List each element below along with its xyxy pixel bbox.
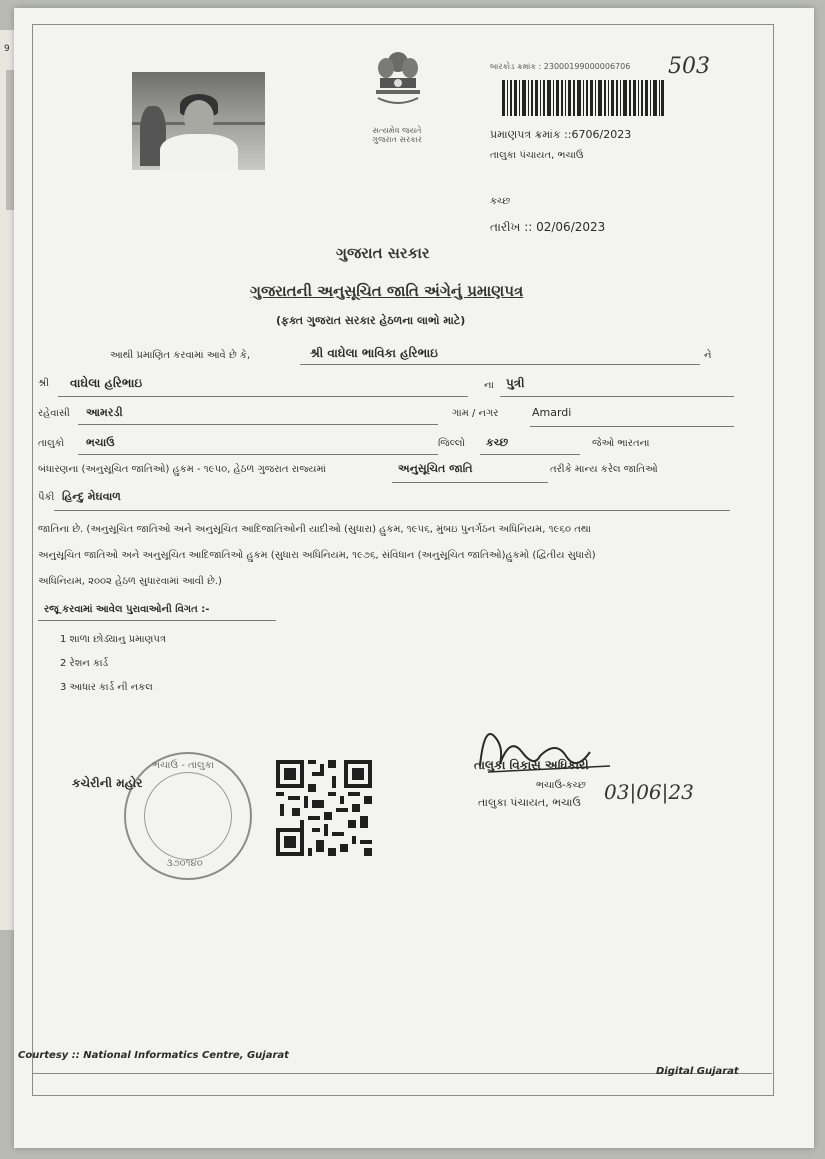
district-label: જિલ્લો bbox=[438, 438, 465, 449]
resident-label: રહેવાસી bbox=[38, 408, 70, 419]
officer-office-line2: તાલુકા પંચાયત, ભચાઉ bbox=[478, 796, 581, 809]
legal-para-line3: અધિનિયમ, ૨૦૦૨ હેઠળ સુધારવામાં આવી છે.) bbox=[38, 576, 222, 587]
certify-intro: આથી પ્રમાણિત કરવામાં આવે છે કે, bbox=[110, 350, 251, 361]
document-item: 3 આધાર કાર્ડ ની નકલ bbox=[60, 682, 153, 693]
documents-heading: રજૂ કરવામાં આવેલ પુરાવાઓની વિગત :- bbox=[44, 604, 210, 615]
caste-label: પૈકી bbox=[38, 492, 55, 503]
certificate-number: પ્રમાણપત્ર ક્રમાંક ::6706/2023 bbox=[490, 128, 632, 141]
qr-code-icon bbox=[276, 760, 372, 856]
office-seal bbox=[124, 752, 252, 880]
applicant-photo bbox=[132, 72, 265, 170]
district-header: કચ્છ bbox=[490, 196, 511, 207]
taluka-value: ભચાઉ bbox=[86, 436, 115, 449]
page-edge-number: 9 bbox=[4, 44, 10, 54]
barcode-label: બારકોડ ક્રમાંક : 23000199000006706 bbox=[490, 62, 631, 71]
certificate-sheet bbox=[14, 8, 814, 1148]
category-value: અનુસૂચિત જાતિ bbox=[398, 462, 473, 475]
issuing-office: તાલુકા પંચાયત, ભચાઉ bbox=[490, 150, 584, 161]
order-text: બંધારણના (અનુસૂચિત જાતિઓ) હુકમ - ૧૯૫૦, હેઠળ ગુજરાત રાજ્યમાં bbox=[38, 464, 326, 475]
courtesy-note: Courtesy :: National Informatics Centre, Gujarat bbox=[18, 1050, 289, 1061]
te-label: ને bbox=[704, 350, 712, 361]
office-seal-label: કચેરીની મહોર bbox=[72, 776, 143, 790]
district-value: કચ્છ bbox=[486, 436, 509, 449]
seal-ring-bottom: ૩૭૦૧૪૦ bbox=[166, 858, 203, 869]
legal-para-line2: અનુસૂચિત જાતિઓ અને અનુસૂચિત આદિજાતિઓ હુકમ (સુધારા અધિનિયમ, ૧૯૭૬, સંવિધાન (અનુસૂચિત જાતિઓ)હુકમો (દ્વિતીય સુધારો) bbox=[38, 550, 596, 561]
state-emblem-icon bbox=[366, 48, 430, 122]
emblem-motto: સત્યમેવ જયતે bbox=[372, 126, 422, 135]
officer-office-line1: ભચાઉ-કચ્છ bbox=[536, 780, 586, 791]
na-label: ના bbox=[484, 380, 494, 391]
taluka-label: તાલુકો bbox=[38, 438, 65, 449]
handwritten-number: 503 bbox=[668, 54, 710, 79]
digital-gujarat-label: Digital Gujarat bbox=[656, 1066, 739, 1077]
document-item: 1 શાળા છોડ્યાનુ પ્રમાણપત્ર bbox=[60, 634, 166, 645]
certificate-subheading: (ફક્ત ગુજરાત સરકાર હેઠળના લાભો માટે) bbox=[276, 314, 466, 327]
issue-date: તારીખ :: 02/06/2023 bbox=[490, 220, 606, 234]
government-title: ગુજરાત સરકાર bbox=[336, 244, 430, 262]
handwritten-date: 03|06|23 bbox=[604, 780, 694, 804]
village-label: ગામ / નગર bbox=[452, 408, 499, 419]
legal-para-line1: જાતિના છે. (અનુસૂચિત જાતિઓ અને અનુસૂચિત આદિજાતિઓની યાદીઓ (સુધારા) હુકમ, ૧૯૫૬, મુંબઇ પુનર્ગઠન અધિનિયમ, ૧૯૬૦ તથા bbox=[38, 524, 591, 535]
relation-value: પુત્રી bbox=[506, 376, 525, 390]
village-value: Amardi bbox=[532, 406, 572, 419]
who-india-text: જેઓ ભારતના bbox=[592, 438, 650, 449]
officer-designation: તાલુકા વિકાસ અધિકારી bbox=[474, 758, 589, 772]
shri-label: શ્રી bbox=[38, 378, 50, 389]
caste-value: હિન્દુ મેઘવાળ bbox=[62, 490, 121, 503]
seal-ring-top: ભચાઉ - તાલુકા bbox=[152, 760, 215, 771]
holder-name: શ્રી વાઘેલા ભાવિકા હરિભાઇ bbox=[310, 346, 438, 360]
officer-signature-icon bbox=[470, 716, 620, 786]
certificate-heading: ગુજરાતની અનુસૂચિત જાતિ અંગેનું પ્રમાણપત્ર bbox=[250, 282, 524, 300]
emblem-caption: ગુજરાત સરકાર bbox=[372, 135, 422, 144]
father-name: વાઘેલા હરિભાઇ bbox=[70, 376, 143, 390]
recognised-text: તરીકે માન્ય કરેલ જાતિઓ bbox=[550, 464, 658, 475]
document-item: 2 રેશન કાર્ડ bbox=[60, 658, 109, 669]
barcode-icon bbox=[502, 80, 664, 116]
resident-value: આમરડી bbox=[86, 406, 123, 419]
